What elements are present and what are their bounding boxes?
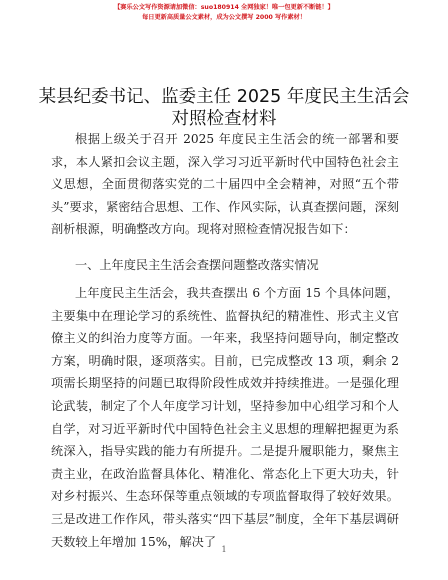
intro-paragraph: 根据上级关于召开 2025 年度民主生活会的统一部署和要求，本人紧扣会议主题，深入学习习近平新时代中国特色社会主义思想，全面贯彻落实党的二十届四中全会精神，对照“五个带头”要求，紧密结合思想、工作、作风实际，认真查摆问题，深刻剖析根源，明确整改方向。现将对照检查情况报告如下： <box>51 132 399 237</box>
promo-banner-line-2: 每日更新高质量公文素材，成为公文撰写 2000 写作素材！ <box>142 14 306 21</box>
page-number: 1 <box>221 545 227 554</box>
section-1-body: 上年度民主生活会，我共查摆出 6 个方面 15 个具体问题，主要集中在理论学习的系统性、监督执纪的精准性、形式主义官僚主义的纠治力度等方面。一年来，我坚持问题导向，制定整改方案，明确时限，逐项落实。目前，已完成整改 13 项，剩余 2 项需长期坚持的问题已取得阶段性成效并持续推进。一是强化理论武装，制定了个人年度学习计划，坚持参加中心组学习和个人自学，对习近平新时代中国特色社会主义思想的理解把握更为系统深入，指导实践的能力有所提升。二是提升履职能力，聚焦主责主业，在政治监督具体化、精准化、常态化上下更大功夫，针对乡村振兴、生态环保等重点领域的专项监督取得了较好效果。三是改进工作作风，带头落实“四下基层”制度，全年下基层调研天数较上年增加 15%，解决了 <box>51 286 399 549</box>
document-title-line-2: 对照检查材料 <box>171 109 277 129</box>
promo-banner <box>0 3 448 23</box>
promo-banner-line-1: 【赛乐公文写作资源请加微信：suo180914 全网独家！唯一包更新不断链！】 <box>114 4 334 11</box>
section-1-heading: 一、上年度民主生活会查摆问题整改落实情况 <box>75 258 319 272</box>
document-title-line-1: 某县纪委书记、监委主任 2025 年度民主生活会 <box>38 87 410 107</box>
